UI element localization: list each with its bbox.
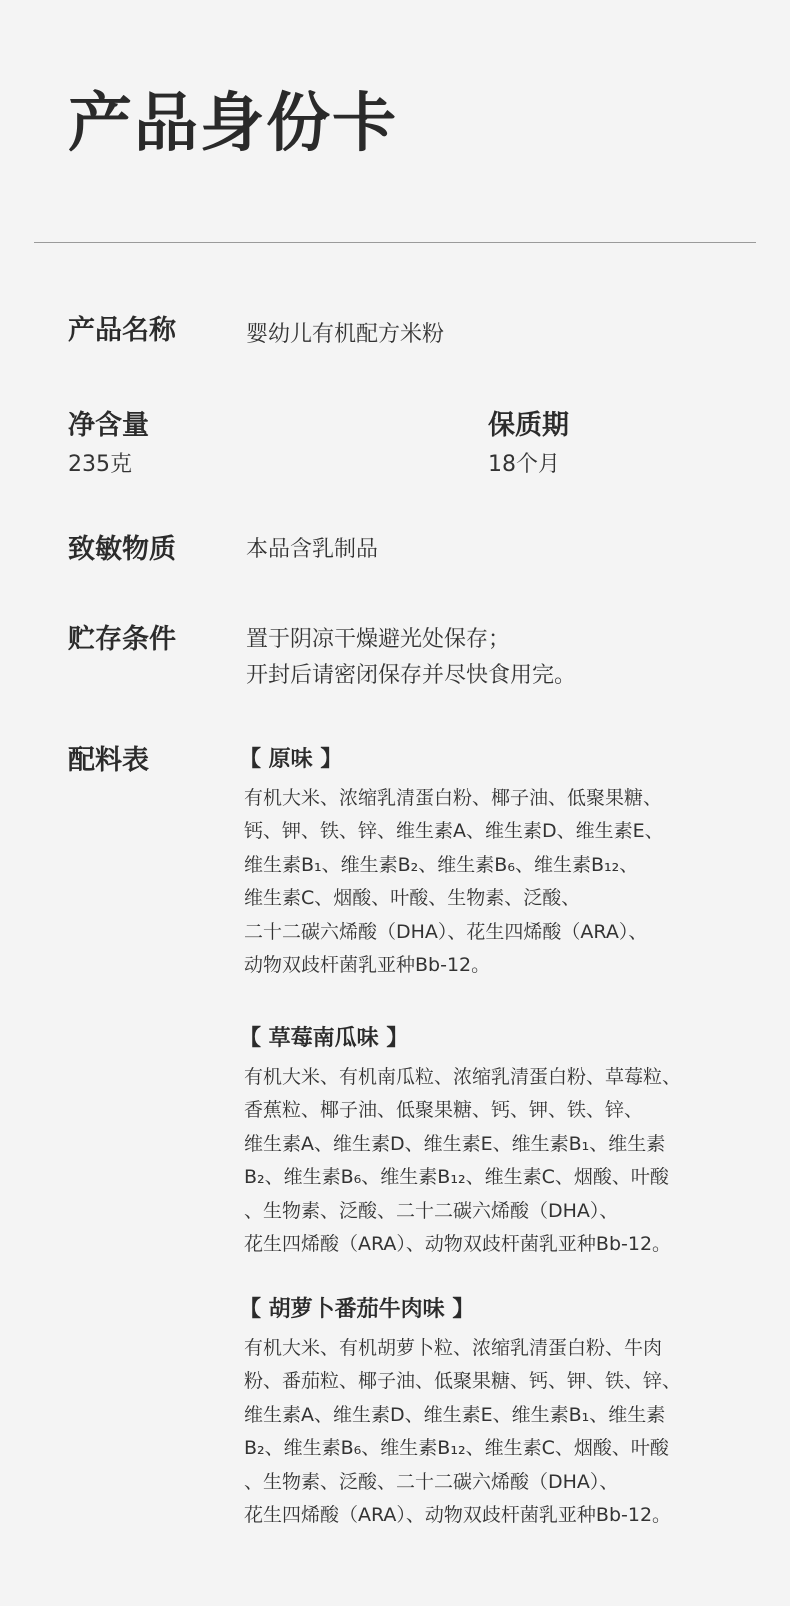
ingredient-line: 维生素A、维生素D、维生素E、维生素B₁、维生素 (244, 1132, 666, 1155)
storage-value (246, 622, 576, 694)
ingredient-group-heading: 【 草莓南瓜味 】 (239, 1026, 409, 1051)
page-title: 产品身份卡 (68, 87, 398, 161)
product-name-label: 产品名称 (68, 315, 176, 346)
product-name-value: 婴幼儿有机配方米粉 (246, 322, 445, 347)
ingredient-group-text (244, 1332, 724, 1533)
shelf-life-label: 保质期 (488, 410, 569, 441)
ingredient-line: 香蕉粒、椰子油、低聚果糖、钙、钾、铁、锌、 (244, 1099, 644, 1122)
ingredient-line: 、生物素、泛酸、二十二碳六烯酸（DHA）、 (244, 1199, 619, 1222)
header-divider (34, 242, 756, 243)
ingredient-group-text (244, 782, 724, 983)
ingredient-group-heading: 【 原味 】 (239, 747, 343, 772)
ingredient-line: 二十二碳六烯酸（DHA）、花生四烯酸（ARA）、 (244, 920, 648, 943)
allergen-label: 致敏物质 (68, 534, 176, 565)
net-content-value: 235克 (68, 452, 132, 477)
storage-line: 置于阴凉干燥避光处保存； (246, 627, 511, 652)
ingredient-line: 、生物素、泛酸、二十二碳六烯酸（DHA）、 (244, 1470, 619, 1493)
storage-label: 贮存条件 (68, 624, 176, 655)
net-content-label: 净含量 (68, 410, 149, 441)
ingredient-group-strawberry-pumpkin (239, 1024, 724, 1262)
ingredient-group-carrot-tomato-beef (239, 1295, 724, 1533)
allergen-value: 本品含乳制品 (246, 537, 379, 562)
ingredient-line: 动物双歧杆菌乳亚种Bb-12。 (244, 954, 491, 977)
ingredient-line: B₂、维生素B₆、维生素B₁₂、维生素C、烟酸、叶酸 (244, 1166, 669, 1189)
ingredient-line: 花生四烯酸（ARA）、动物双歧杆菌乳亚种Bb-12。 (244, 1233, 672, 1256)
ingredient-group-original (239, 745, 724, 983)
ingredient-line: 粉、番茄粒、椰子油、低聚果糖、钙、钾、铁、锌、 (244, 1370, 682, 1393)
ingredient-group-heading: 【 胡萝卜番茄牛肉味 】 (239, 1297, 475, 1322)
ingredient-line: 维生素C、烟酸、叶酸、生物素、泛酸、 (244, 887, 581, 910)
ingredient-line: 花生四烯酸（ARA）、动物双歧杆菌乳亚种Bb-12。 (244, 1504, 672, 1527)
ingredient-line: 钙、钾、铁、锌、维生素A、维生素D、维生素E、 (244, 820, 664, 843)
ingredients-label: 配料表 (68, 745, 149, 776)
ingredient-line: 有机大米、有机胡萝卜粒、浓缩乳清蛋白粉、牛肉 (244, 1336, 663, 1359)
ingredient-line: 有机大米、浓缩乳清蛋白粉、椰子油、低聚果糖、 (244, 786, 663, 809)
ingredient-group-text (244, 1061, 724, 1262)
shelf-life-value: 18个月 (488, 452, 560, 477)
ingredient-line: 有机大米、有机南瓜粒、浓缩乳清蛋白粉、草莓粒、 (244, 1065, 682, 1088)
storage-line: 开封后请密闭保存并尽快食用完。 (246, 663, 577, 688)
ingredient-line: 维生素B₁、维生素B₂、维生素B₆、维生素B₁₂、 (244, 853, 639, 876)
ingredient-line: 维生素A、维生素D、维生素E、维生素B₁、维生素 (244, 1403, 666, 1426)
ingredient-line: B₂、维生素B₆、维生素B₁₂、维生素C、烟酸、叶酸 (244, 1437, 669, 1460)
